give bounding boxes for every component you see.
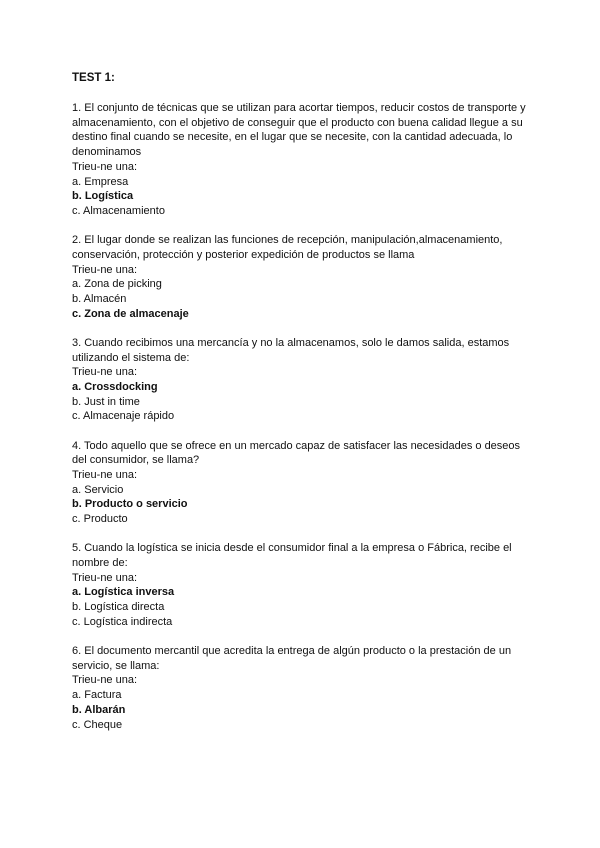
question-text: 2. El lugar donde se realizan las funciones de recepción, manipulación,almacenamiento, conservación, protección y posterior expedición de productos se llama (72, 234, 503, 261)
question-1 (72, 101, 560, 219)
answer-option: c. Logística indirecta (72, 615, 173, 628)
test-title: TEST 1: (72, 72, 115, 84)
question-prompt: Trieu-ne una: (72, 263, 138, 276)
answer-option: a. Servicio (72, 483, 124, 496)
answer-option-correct: a. Logística inversa (72, 586, 175, 599)
question-prompt: Trieu-ne una: (72, 674, 138, 687)
answer-option-correct: b. Logística (72, 190, 134, 203)
answer-option: b. Logística directa (72, 601, 165, 614)
answer-option-correct: b. Albarán (72, 703, 126, 716)
question-4 (72, 439, 560, 527)
answer-option: a. Empresa (72, 175, 129, 188)
question-3 (72, 336, 560, 424)
answer-option-correct: b. Producto o servicio (72, 498, 188, 511)
question-2 (72, 233, 560, 321)
answer-option: c. Cheque (72, 718, 123, 731)
question-5 (72, 541, 560, 629)
question-6 (72, 644, 560, 732)
question-prompt: Trieu-ne una: (72, 366, 138, 379)
answer-option: b. Just in time (72, 395, 140, 408)
answer-option-correct: a. Crossdocking (72, 380, 158, 393)
question-prompt: Trieu-ne una: (72, 468, 138, 481)
question-prompt: Trieu-ne una: (72, 160, 138, 173)
question-prompt: Trieu-ne una: (72, 571, 138, 584)
answer-option: c. Almacenamiento (72, 204, 165, 217)
question-text: 3. Cuando recibimos una mercancía y no la almacenamos, solo le damos salida, estamos utilizando el sistema de: (72, 336, 510, 364)
answer-option: c. Almacenaje rápido (72, 410, 175, 423)
answer-option: a. Factura (72, 689, 122, 702)
answer-option: c. Producto (72, 513, 128, 526)
question-text: 5. Cuando la logística se inicia desde el consumidor final a la empresa o Fábrica, recibe el nombre de: (72, 542, 512, 569)
answer-option: b. Almacén (72, 292, 127, 305)
answer-option: a. Zona de picking (72, 278, 162, 291)
question-text: 1. El conjunto de técnicas que se utilizan para acortar tiempos, reducir costos de transporte y almacenamiento, con el objetivo de conseguir que el producto con buena calidad llegue a su destino final cuando se necesite, en el lugar que se necesite, con la cantidad adecuada, lo denominamos (72, 102, 526, 159)
question-text: 4. Todo aquello que se ofrece en un mercado capaz de satisfacer las necesidades o deseos del consumidor, se llama? (72, 439, 521, 467)
question-list (72, 101, 560, 732)
question-text: 6. El documento mercantil que acredita la entrega de algún producto o la prestación de un servicio, se llama: (72, 645, 512, 672)
answer-option-correct: c. Zona de almacenaje (72, 307, 189, 320)
